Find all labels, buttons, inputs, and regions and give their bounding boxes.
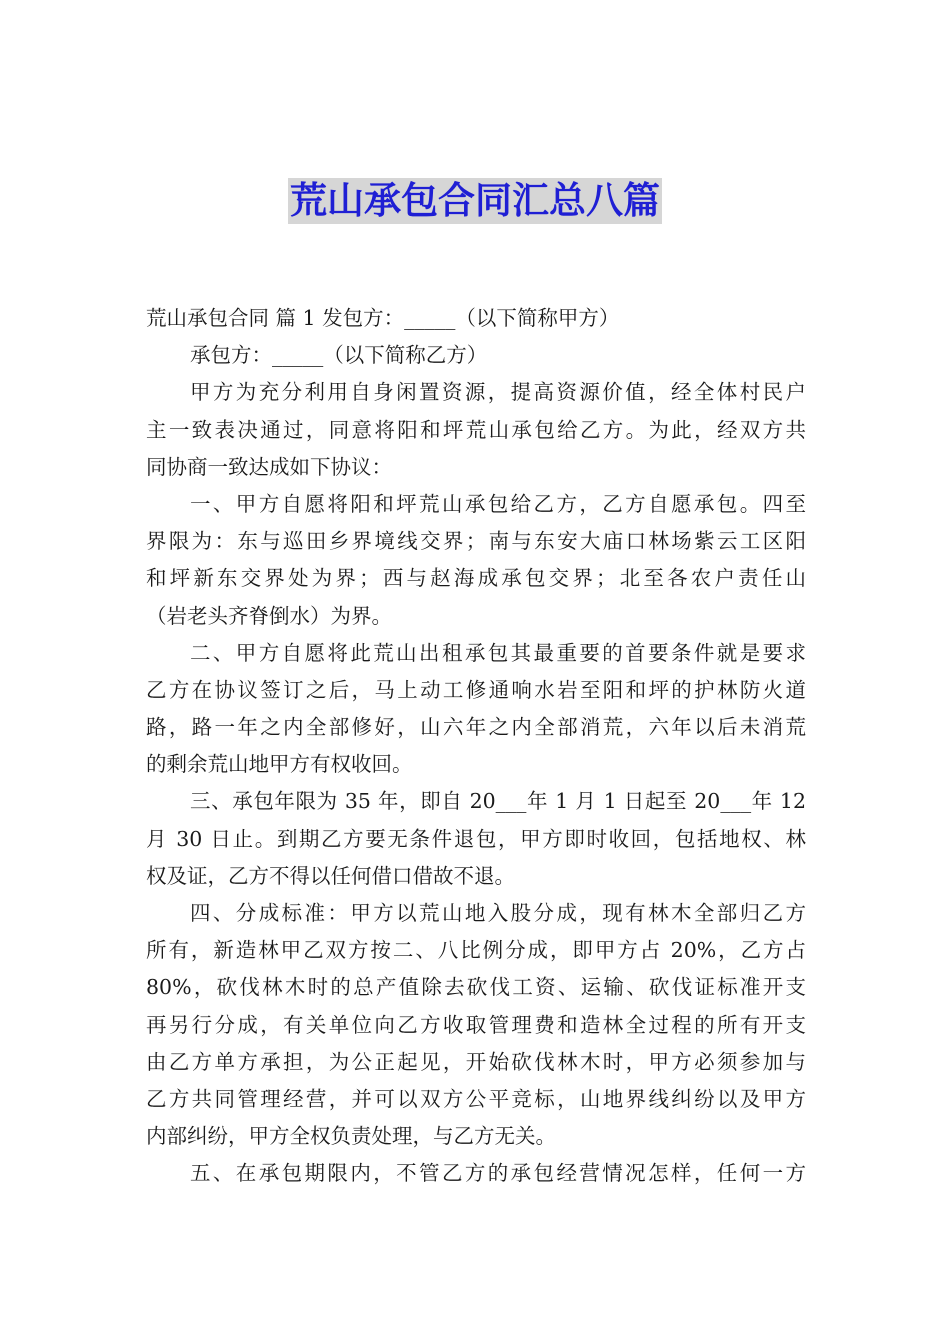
paragraph-line: 三、承包年限为 35 年，即自 20___年 1 月 1 日起至 20___年 12 bbox=[190, 789, 806, 814]
paragraph-line: 路，路一年之内全部修好，山六年之内全部消荒，六年以后未消荒 bbox=[146, 715, 806, 740]
paragraph-line: 五、在承包期限内，不管乙方的承包经营情况怎样，任何一方 bbox=[190, 1161, 806, 1186]
paragraph-line: 承包方：_____（以下简称乙方） bbox=[190, 343, 488, 368]
paragraph-line: 内部纠纷，甲方全权负责处理，与乙方无关。 bbox=[146, 1124, 556, 1149]
paragraph-line: 乙方在协议签订之后，马上动工修通响水岩至阳和坪的护林防火道 bbox=[146, 677, 806, 702]
document-body bbox=[146, 300, 806, 1193]
title-container bbox=[0, 178, 950, 224]
paragraph-line: 四、分成标准：甲方以荒山地入股分成，现有林木全部归乙方 bbox=[190, 901, 806, 925]
paragraph-line: 80%，砍伐林木时的总产值除去砍伐工资、运输、砍伐证标准开支 bbox=[146, 975, 806, 1000]
paragraph-line: 的剩余荒山地甲方有权收回。 bbox=[146, 752, 413, 777]
paragraph-line: 甲方为充分利用自身闲置资源，提高资源价值，经全体村民户 bbox=[190, 380, 806, 405]
paragraph-line: 由乙方单方承担，为公正起见，开始砍伐林木时，甲方必须参加与 bbox=[146, 1049, 806, 1074]
document-title: 荒山承包合同汇总八篇 bbox=[290, 179, 660, 222]
paragraph-line: 月 30 日止。到期乙方要无条件退包，甲方即时收回，包括地权、林 bbox=[146, 826, 806, 851]
paragraph-line: 二、甲方自愿将此荒山出租承包其最重要的首要条件就是要求 bbox=[190, 640, 806, 665]
paragraph-line: 乙方共同管理经营，并可以双方公平竞标，山地界线纠纷以及甲方 bbox=[146, 1086, 806, 1111]
paragraph-line: 权及证，乙方不得以任何借口借故不退。 bbox=[146, 863, 515, 888]
paragraph-line: 荒山承包合同 篇 1 发包方：_____（以下简称甲方） bbox=[146, 306, 620, 330]
paragraph-line: 一、甲方自愿将阳和坪荒山承包给乙方，乙方自愿承包。四至 bbox=[190, 491, 806, 516]
paragraph-line: 再另行分成，有关单位向乙方收取管理费和造林全过程的所有开支 bbox=[146, 1012, 806, 1037]
paragraph-line: 主一致表决通过，同意将阳和坪荒山承包给乙方。为此，经双方共 bbox=[146, 417, 806, 442]
paragraph-line: 同协商一致达成如下协议： bbox=[146, 454, 392, 479]
paragraph-line: 所有，新造林甲乙双方按二、八比例分成，即甲方占 20%，乙方占 bbox=[146, 938, 806, 963]
paragraph-line: （岩老头齐脊倒水）为界。 bbox=[146, 603, 392, 628]
paragraph-line: 和坪新东交界处为界；西与赵海成承包交界；北至各农户责任山 bbox=[146, 566, 806, 591]
paragraph-line: 界限为：东与巡田乡界境线交界；南与东安大庙口林场紫云工区阳 bbox=[146, 529, 806, 554]
